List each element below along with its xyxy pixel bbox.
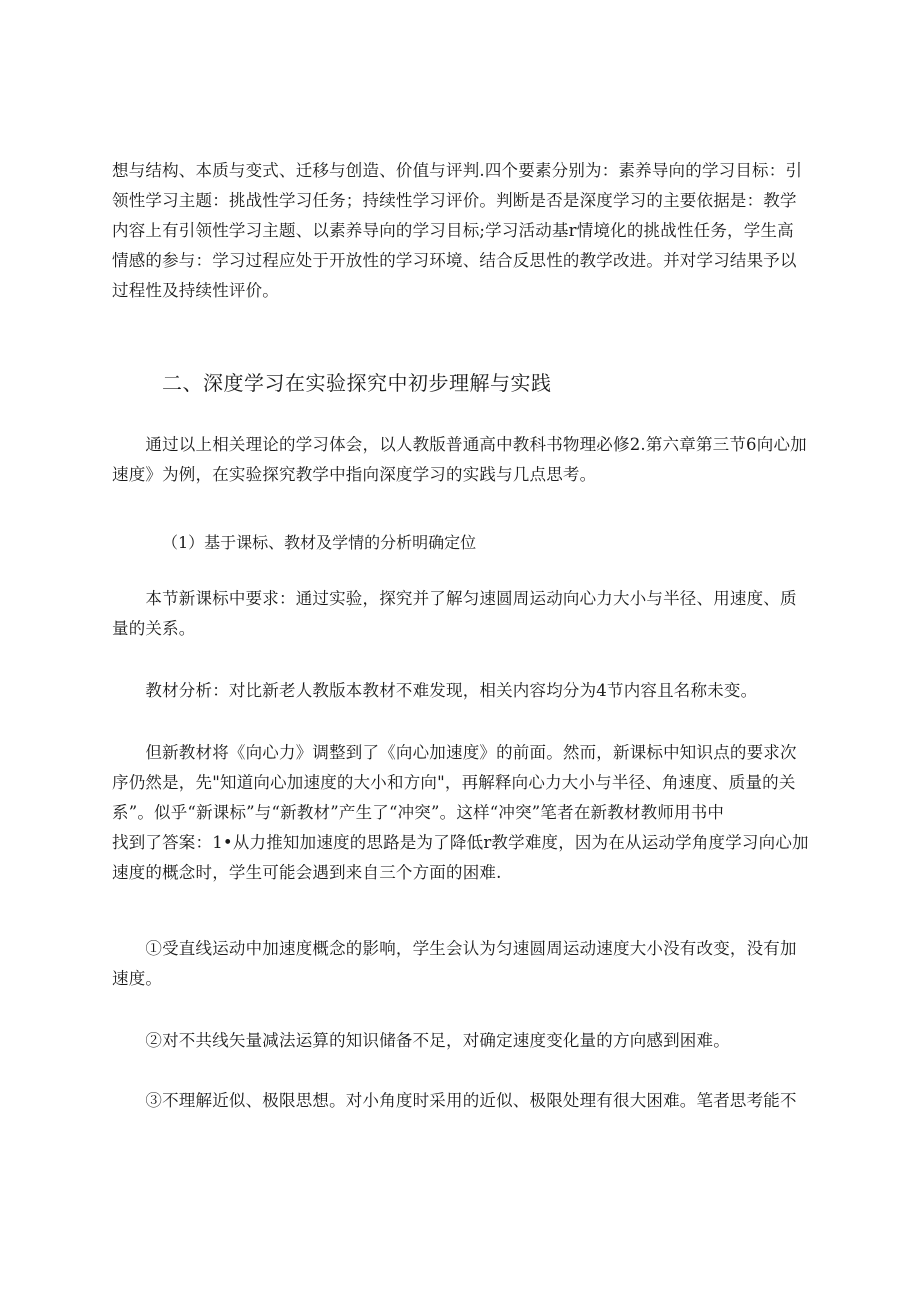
paragraph-1 <box>112 156 812 306</box>
paragraph-7 <box>112 1026 812 1056</box>
paragraph-line: 想与结构、本质与变式、迁移与创造、价值与评判.四个要素分别为：素养导向的学习目标：引 <box>112 161 803 180</box>
paragraph-line: 但新教材将《向心力》调整到了《向心加速度》的前面。然而，新课标中知识点的要求次 <box>112 743 797 762</box>
paragraph-line: 序仍然是，先"知道向心加速度的大小和方向"，再解释向心力大小与半径、角速度、质量的关 <box>112 773 796 792</box>
paragraph-line: 速度的概念时，学生可能会遇到来自三个方面的困难. <box>112 863 502 882</box>
paragraph-line: 内容上有引领性学习主题、以素养导向的学习目标;学习活动基r情境化的挑战性任务，学生高 <box>112 221 794 240</box>
paragraph-6 <box>112 934 812 994</box>
paragraph-2 <box>112 430 812 490</box>
paragraph-line: 速度。 <box>112 969 163 988</box>
paragraph-line: 通过以上相关理论的学习体会，以人教版普通高中教科书物理必修2.第六章第三节6向心加 <box>112 435 807 454</box>
paragraph-line: ③不理解近似、极限思想。对小角度时采用的近似、极限处理有很大困难。笔者思考能不 <box>112 1091 797 1110</box>
paragraph-line: ②对不共线矢量减法运算的知识储备不足，对确定速度变化量的方向感到困难。 <box>112 1031 730 1050</box>
paragraph-4 <box>112 676 812 706</box>
paragraph-line: 找到了答案：1•从力推知加速度的思路是为了降低r教学难度，因为在从运动学角度学习向心加 <box>112 833 809 852</box>
paragraph-line: 过程性及持续性评价。 <box>112 281 279 300</box>
paragraph-line: 领性学习主题：挑战性学习任务；持续性学习评价。判断是否是深度学习的主要依据是：教学 <box>112 191 797 210</box>
paragraph-5 <box>112 738 812 888</box>
paragraph-line: 本节新课标中要求：通过实验，探究并了解匀速圆周运动向心力大小与半径、用速度、质 <box>112 589 797 608</box>
paragraph-line: ①受直线运动中加速度概念的影响，学生会认为匀速圆周运动速度大小没有改变，没有加 <box>112 939 797 958</box>
paragraph-line: 速度》为例，在实验探究教学中指向深度学习的实践与几点思考。 <box>112 465 597 484</box>
section-heading: 二、深度学习在实验探究中初步理解与实践 <box>162 371 552 395</box>
paragraph-3 <box>112 584 812 644</box>
paragraph-8 <box>112 1086 812 1116</box>
subsection-heading: （1）基于课标、教材及学情的分析明确定位 <box>162 533 477 552</box>
paragraph-line: 教材分析：对比新老人教版本教材不难发现，相关内容均分为4节内容且名称未变。 <box>112 681 758 700</box>
paragraph-line: 情感的参与：学习过程应处于开放性的学习环境、结合反思性的教学改进。并对学习结果予以 <box>112 251 797 270</box>
paragraph-line: 系”。似乎“新课标”与“新教材”产生了“冲突”。这样“冲突”笔者在新教材教师用书中 <box>112 803 725 822</box>
paragraph-line: 量的关系。 <box>112 619 196 638</box>
